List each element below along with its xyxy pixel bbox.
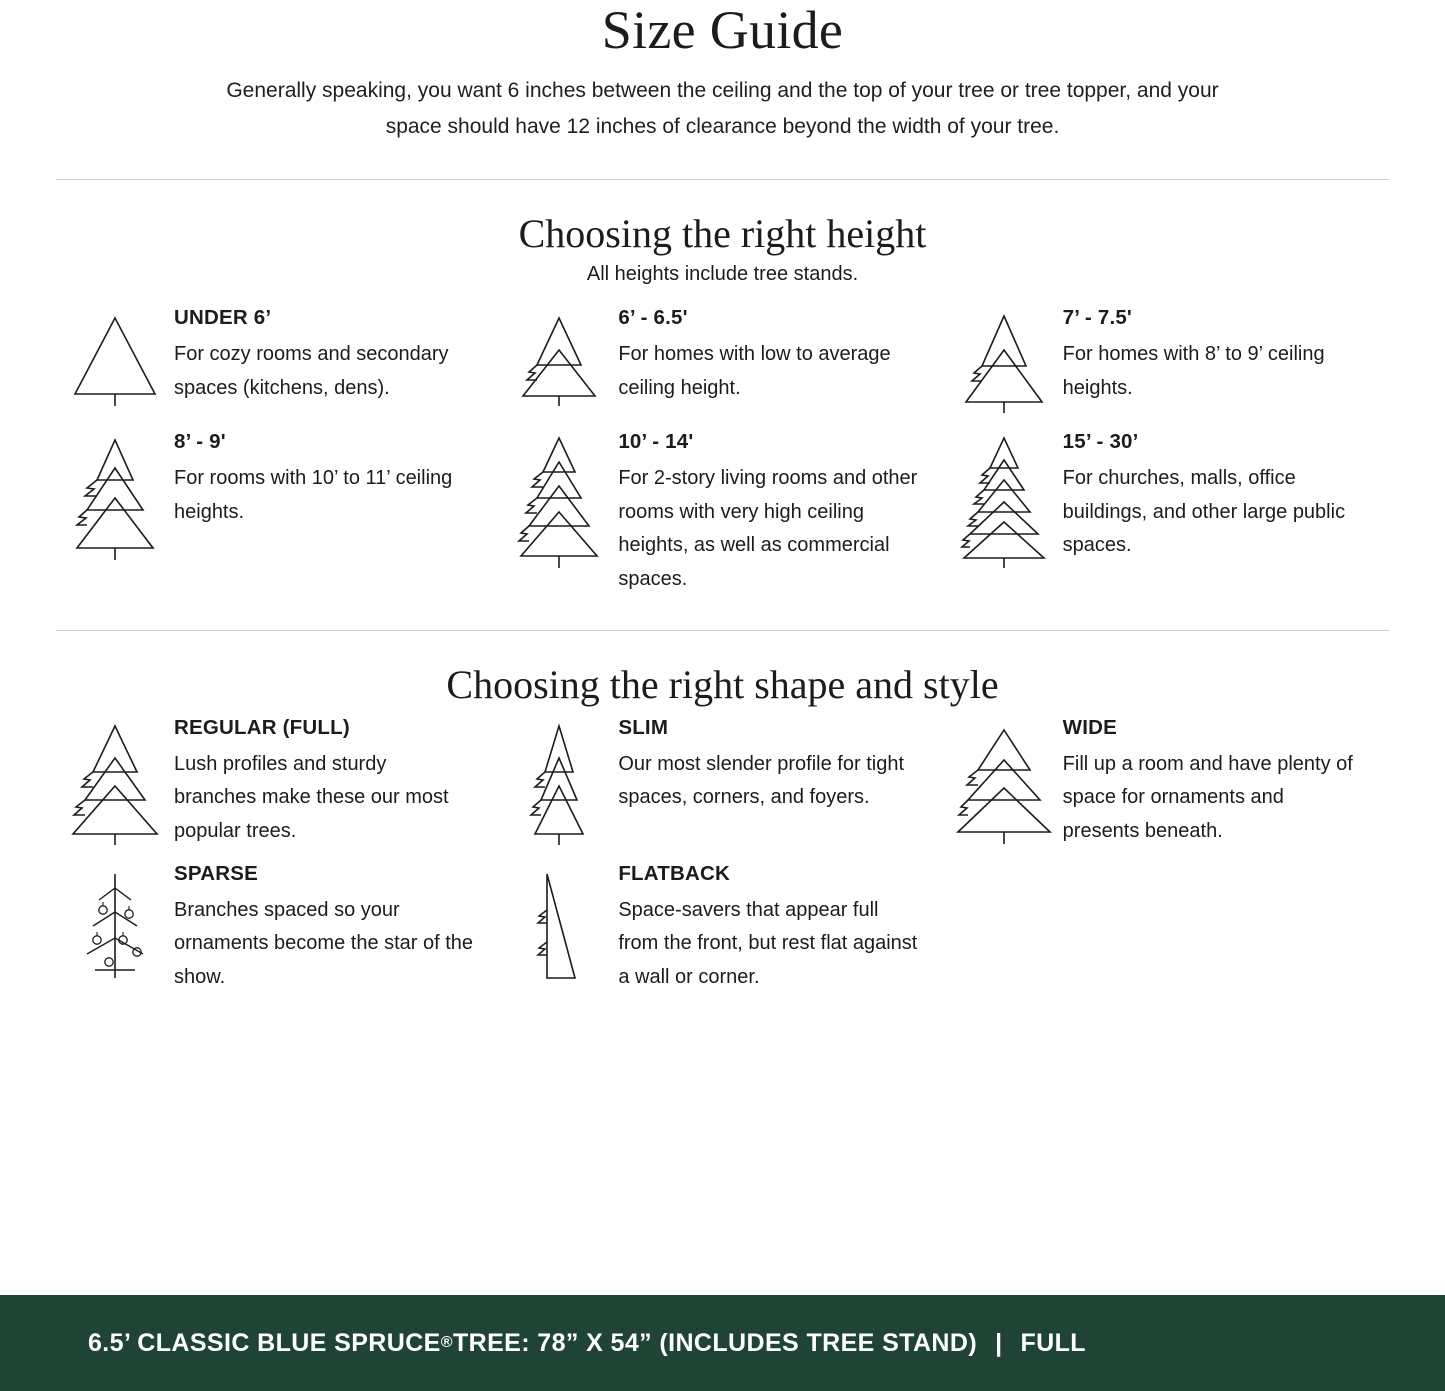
- footer-profile: FULL: [1020, 1328, 1086, 1357]
- shape-item-desc: Space-savers that appear full from the front, but rest flat against a wall or corner.: [618, 898, 918, 988]
- shape-item-sparse: [56, 860, 500, 995]
- shape-item-desc: Our most slender profile for tight spaces, corners, and foyers.: [618, 752, 905, 809]
- height-item-desc: For homes with low to average ceiling height.: [618, 343, 891, 399]
- height-item-body: [618, 428, 918, 596]
- shape-item-label: SPARSE: [174, 861, 258, 885]
- height-item-body: [1063, 304, 1363, 405]
- height-item-body: [1063, 428, 1363, 563]
- height-item-body: [174, 428, 474, 529]
- height-item-7-7-5: [945, 304, 1389, 418]
- height-item-desc: For rooms with 10’ to 11’ ceiling heights.: [174, 467, 453, 523]
- shape-item-flatback: [500, 860, 944, 995]
- tree-5-tier-icon: [945, 428, 1063, 574]
- height-item-label: UNDER 6’: [174, 306, 272, 330]
- height-item-label: 7’ - 7.5': [1062, 306, 1133, 330]
- shape-item-label: SLIM: [618, 715, 669, 739]
- height-item-under-6: [56, 304, 500, 418]
- height-item-label: 8’ - 9': [174, 430, 226, 454]
- shape-item-body: [618, 860, 918, 995]
- shape-section-title: Choosing the right shape and style: [446, 661, 999, 707]
- product-summary-banner: [0, 1295, 1445, 1391]
- height-item-body: [618, 304, 918, 405]
- height-item-8-9: [56, 428, 500, 596]
- height-item-label: 15’ - 30’: [1062, 430, 1139, 454]
- registered-trademark-icon: ®: [440, 1334, 453, 1351]
- shape-item-slim: [500, 714, 944, 850]
- tree-regular-icon: [56, 714, 174, 850]
- shape-grid: [56, 714, 1389, 995]
- height-section-title: Choosing the right height: [518, 211, 927, 257]
- height-item-15-30: [945, 428, 1389, 596]
- tree-sparse-icon: [56, 860, 174, 992]
- height-item-10-14: [500, 428, 944, 596]
- shape-item-label: WIDE: [1062, 715, 1117, 739]
- height-item-6-6-5: [500, 304, 944, 418]
- height-section-subtitle: All heights include tree stands.: [586, 263, 859, 286]
- shape-item-desc: Branches spaced so your ornaments become the star of the show.: [174, 898, 474, 988]
- footer-separator: |: [995, 1328, 1003, 1357]
- shape-item-label: FLATBACK: [618, 861, 730, 885]
- height-item-desc: For 2-story living rooms and other rooms with very high ceiling heights, as well as commercial spaces.: [618, 467, 918, 590]
- tree-3-tier-icon: [56, 428, 174, 566]
- tree-1-tier-icon: [56, 304, 174, 410]
- tree-flatback-icon: [500, 860, 618, 992]
- tree-2-tier-icon: [500, 304, 618, 410]
- shape-item-body: [618, 714, 918, 815]
- shape-item-body: [174, 860, 474, 995]
- height-item-body: [174, 304, 474, 405]
- divider-middle: [56, 630, 1389, 631]
- shape-item-body: [174, 714, 474, 849]
- shape-item-label: REGULAR (FULL): [174, 715, 350, 739]
- tree-slim-icon: [500, 714, 618, 850]
- shape-item-regular: [56, 714, 500, 850]
- tree-wide-icon: [945, 714, 1063, 850]
- shape-item-desc: Fill up a room and have plenty of space for ornaments and presents beneath.: [1062, 752, 1353, 842]
- height-item-label: 6’ - 6.5': [618, 306, 688, 330]
- height-grid: [56, 304, 1389, 596]
- divider-top: [56, 179, 1389, 180]
- page-title: Size Guide: [601, 0, 844, 60]
- height-item-desc: For homes with 8’ to 9’ ceiling heights.: [1062, 343, 1325, 399]
- height-item-desc: For cozy rooms and secondary spaces (kitchens, dens).: [174, 343, 449, 399]
- page-intro: Generally speaking, you want 6 inches between the ceiling and the top of your tree or tree topper, and your space should have 12 inches of clearance beyond the width of your tree.: [226, 78, 1219, 139]
- shape-item-body: [1063, 714, 1363, 849]
- tree-4-tier-icon: [500, 428, 618, 574]
- footer-product-name: 6.5’ CLASSIC BLUE SPRUCE: [88, 1328, 441, 1357]
- height-item-label: 10’ - 14': [618, 430, 694, 454]
- shape-item-desc: Lush profiles and sturdy branches make these our most popular trees.: [174, 752, 449, 842]
- footer-dimensions: TREE: 78” X 54” (INCLUDES TREE STAND): [452, 1328, 978, 1357]
- height-item-desc: For churches, malls, office buildings, and other large public spaces.: [1062, 467, 1346, 557]
- tree-2-tier-icon: [945, 304, 1063, 418]
- shape-item-wide: [945, 714, 1389, 850]
- page-header: [56, 0, 1389, 146]
